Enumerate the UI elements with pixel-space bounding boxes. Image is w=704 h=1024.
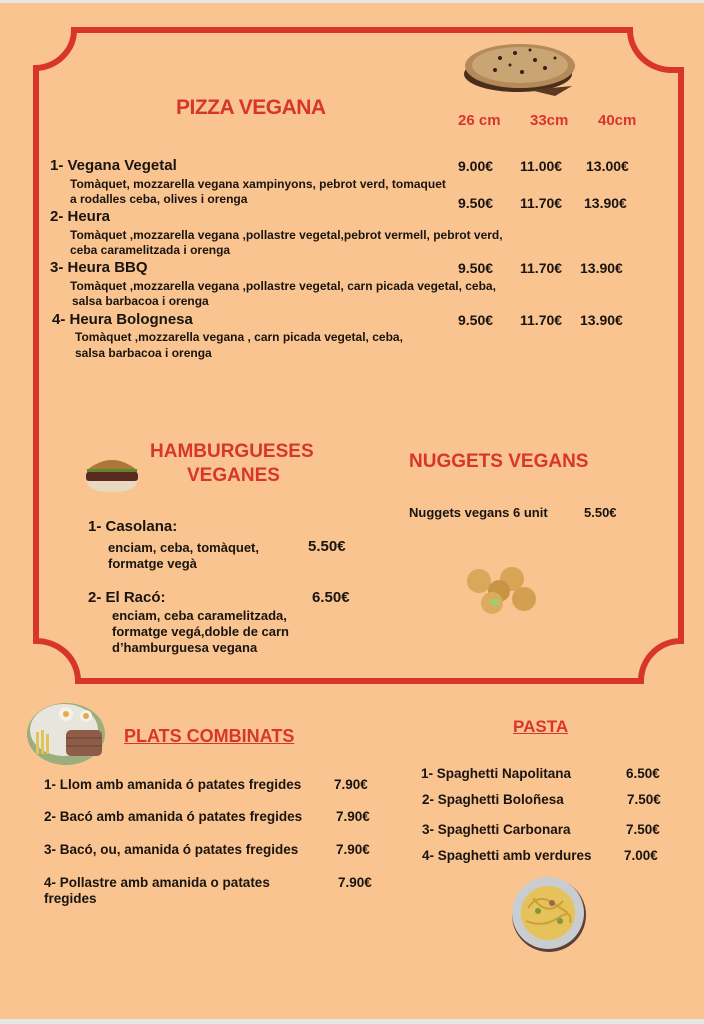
plat-item-name-cont: fregides xyxy=(44,891,97,906)
pasta-item-price: 7.50€ xyxy=(626,822,660,837)
combo-plate-image xyxy=(26,702,106,766)
plat-item-name: 2- Bacó amb amanida ó patates fregides xyxy=(44,809,303,824)
burger-item-desc: formatge vegà xyxy=(108,556,197,571)
burgers-title-line1: HAMBURGUESES xyxy=(150,441,314,462)
burger-item-desc: enciam, ceba caramelitzada, xyxy=(112,608,287,623)
burger-item-name: 2- El Racó: xyxy=(88,589,166,606)
price-33cm: 11.70€ xyxy=(520,312,563,328)
size-33cm: 33cm xyxy=(530,112,569,129)
size-26cm: 26 cm xyxy=(458,112,501,129)
pasta-item-price: 7.50€ xyxy=(627,792,661,807)
burger-item-desc: d’hamburguesa vegana xyxy=(112,640,258,655)
pasta-item-price: 6.50€ xyxy=(626,766,660,781)
pasta-item-name: 3- Spaghetti Carbonara xyxy=(422,822,571,837)
burger-item-price: 6.50€ xyxy=(312,589,350,606)
pizza-item-name: 2- Heura xyxy=(50,208,111,225)
price-40cm: 13.00€ xyxy=(586,158,629,174)
pizza-item-desc: ceba caramelitzada i orenga xyxy=(70,243,231,257)
plats-section-title: PLATS COMBINATS xyxy=(124,726,295,746)
pizza-image xyxy=(460,38,580,100)
plat-item-price: 7.90€ xyxy=(336,809,370,824)
price-40cm: 13.90€ xyxy=(580,312,623,328)
nuggets-section-title: NUGGETS VEGANS xyxy=(409,451,589,472)
nuggets-item-price: 5.50€ xyxy=(584,505,617,520)
pizza-item-desc: Tomàquet, mozzarella vegana xampinyons, pebrot verd, tomaquet xyxy=(70,177,446,191)
price-26cm: 9.00€ xyxy=(458,158,494,174)
price-26cm: 9.50€ xyxy=(458,260,494,276)
plat-item-name: 1- Llom amb amanida ó patates fregides xyxy=(44,777,302,792)
price-26cm: 9.50€ xyxy=(458,195,494,211)
pizza-item-name: 4- Heura Bolognesa xyxy=(52,311,193,328)
nuggets-image xyxy=(462,565,542,617)
plat-item-price: 7.90€ xyxy=(336,842,370,857)
plat-item-price: 7.90€ xyxy=(338,875,372,890)
pasta-item-name: 2- Spaghetti Boloñesa xyxy=(422,792,564,807)
price-40cm: 13.90€ xyxy=(584,195,627,211)
price-26cm: 9.50€ xyxy=(458,312,494,328)
pasta-item-name: 1- Spaghetti Napolitana xyxy=(421,766,572,781)
pasta-item-price: 7.00€ xyxy=(624,848,658,863)
pasta-bowl-image xyxy=(508,873,588,953)
bottom-edge xyxy=(0,1019,704,1024)
price-33cm: 11.70€ xyxy=(520,195,563,211)
burger-item-price: 5.50€ xyxy=(308,538,346,555)
burger-item-name: 1- Casolana: xyxy=(88,518,178,535)
pizza-item-desc: salsa barbacoa i orenga xyxy=(72,294,209,308)
plat-item-price: 7.90€ xyxy=(334,777,368,792)
pizza-item-desc: salsa barbacoa i orenga xyxy=(75,346,212,360)
pizza-item-name: 1- Vegana Vegetal xyxy=(50,157,177,174)
price-33cm: 11.70€ xyxy=(520,260,563,276)
burger-item-desc: formatge vegá,doble de carn xyxy=(112,624,289,639)
pizza-section-title: PIZZA VEGANA xyxy=(176,96,326,119)
size-40cm: 40cm xyxy=(598,112,637,129)
pizza-item-desc: Tomàquet ,mozzarella vegana ,pollastre vegetal,pebrot vermell, pebrot verd, xyxy=(70,228,503,242)
plat-item-name: 4- Pollastre amb amanida o patates xyxy=(44,875,270,890)
pizza-item-desc: Tomàquet ,mozzarella vegana ,pollastre vegetal, carn picada vegetal, ceba, xyxy=(70,279,496,293)
price-40cm: 13.90€ xyxy=(580,260,623,276)
pizza-item-desc: Tomàquet ,mozzarella vegana , carn picada vegetal, ceba, xyxy=(75,330,403,344)
plat-item-name: 3- Bacó, ou, amanida ó patates fregides xyxy=(44,842,299,857)
pizza-item-desc: a rodalles ceba, olives i orenga xyxy=(70,192,248,206)
pasta-section-title: PASTA xyxy=(513,717,569,736)
price-33cm: 11.00€ xyxy=(520,158,563,174)
pizza-item-name: 3- Heura BBQ xyxy=(50,259,148,276)
nuggets-item-name: Nuggets vegans 6 unit xyxy=(409,505,548,520)
burger-item-desc: enciam, ceba, tomàquet, xyxy=(108,540,259,555)
pasta-item-name: 4- Spaghetti amb verdures xyxy=(422,848,592,863)
burgers-title-line2: VEGANES xyxy=(187,465,280,486)
burger-image xyxy=(84,452,140,494)
